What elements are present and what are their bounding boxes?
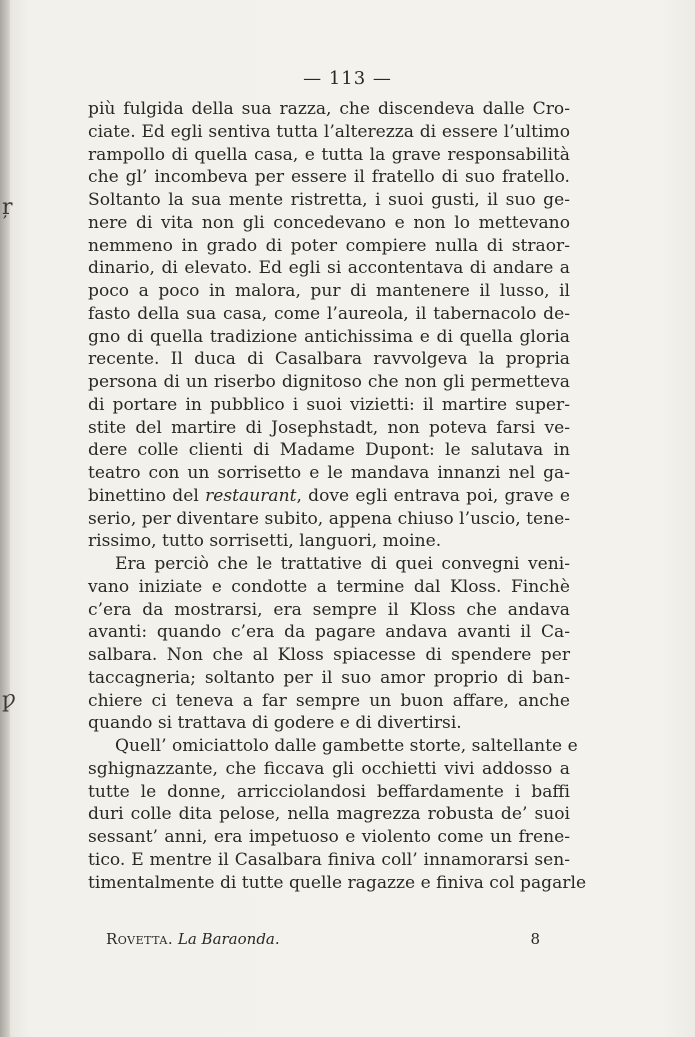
paragraph-3 <box>88 735 587 894</box>
text-line: gno di quella tradizione antichissima e di quella gloria <box>88 326 570 347</box>
text-line: persona di un riserbo dignitoso che non gli permetteva <box>88 372 570 392</box>
text-line: avanti: quando c’era da pagare andava avanti il Ca- <box>88 622 570 643</box>
text-line: binettino del restaurant, dove egli entrava poi, grave e <box>88 485 570 506</box>
text-line: sessant’ anni, era impetuoso e violento come un frene- <box>88 827 570 847</box>
text-line: taccagneria; soltanto per il suo amor proprio di ban- <box>88 667 570 688</box>
text-line: nemmeno in grado di poter compiere nulla di straor- <box>88 235 570 256</box>
text-line: ciate. Ed egli sentiva tutta l’alterezza di essere l’ultimo <box>88 121 570 142</box>
margin-mark: ƿ <box>2 688 16 713</box>
text-line: più fulgida della sua razza, che discendeva dalle Cro- <box>88 99 570 119</box>
page-footer <box>106 930 540 948</box>
text-line: serio, per diventare subito, appena chiuso l’uscio, tene- <box>88 508 570 529</box>
text-line: timentalmente di tutte quelle ragazze e finiva col pagarle <box>88 872 587 893</box>
text-line: duri colle dita pelose, nella magrezza robusta de’ suoi <box>88 804 570 825</box>
page-number: — 113 — <box>303 68 392 89</box>
paragraph-1 <box>88 98 570 553</box>
text-line: nere di vita non gli concedevano e non lo mettevano <box>88 212 570 233</box>
text-line: chiere ci teneva a far sempre un buon affare, anche <box>88 690 570 711</box>
body-text <box>88 98 587 894</box>
text-line: vano iniziate e condotte a termine dal Kloss. Finchè <box>88 576 570 597</box>
text-line: Quell’ omiciattolo dalle gambette storte, saltellante e <box>115 736 578 756</box>
text-line: dere colle clienti di Madame Dupont: le salutava in <box>88 440 570 461</box>
text-line: salbara. Non che al Kloss spiacesse di spendere per <box>88 645 570 665</box>
text-line: poco a poco in malora, pur di mantenere il lusso, il <box>88 281 570 301</box>
binding-shadow <box>0 0 10 1037</box>
footer-title: La Baraonda. <box>177 930 280 948</box>
footer-signature: 8 <box>530 930 540 948</box>
text-line: tico. E mentre il Casalbara finiva coll’ innamorarsi sen- <box>88 849 570 870</box>
text-line: dinario, di elevato. Ed egli si accontentava di andare a <box>88 258 570 279</box>
text-line: sghignazzante, che ficcava gli occhietti vivi addosso a <box>88 758 570 779</box>
text-line: Soltanto la sua mente ristretta, i suoi gusti, il suo ge- <box>88 190 570 210</box>
text-line: rissimo, tutto sorrisetti, languori, moine. <box>88 531 442 552</box>
text-line: fasto della sua casa, come l’aureola, il tabernacolo de- <box>88 303 570 324</box>
paragraph-2 <box>88 553 570 735</box>
text-line: teatro con un sorrisetto e le mandava innanzi nel ga- <box>88 463 570 483</box>
text-line: che gl’ incombeva per essere il fratello di suo fratello. <box>88 167 570 188</box>
text-line: recente. Il duca di Casalbara ravvolgeva la propria <box>88 349 570 370</box>
text-line: di portare in pubblico i suoi vizietti: il martire super- <box>88 394 570 415</box>
text-line: c’era da mostrarsi, era sempre il Kloss che andava <box>88 599 570 620</box>
text-line: stite del martire di Josephstadt, non poteva farsi ve- <box>88 417 570 438</box>
text-line: rampollo di quella casa, e tutta la grave responsabilità <box>88 144 570 165</box>
text-line: Era perciò che le trattative di quei convegni veni- <box>115 554 570 574</box>
margin-mark: ŗ <box>2 195 13 220</box>
text-line: quando si trattava di godere e di divertirsi. <box>88 713 462 734</box>
text-line: tutte le donne, arricciolandosi beffardamente i baffi <box>88 781 570 802</box>
footer-author: Rovetta. <box>106 930 174 948</box>
